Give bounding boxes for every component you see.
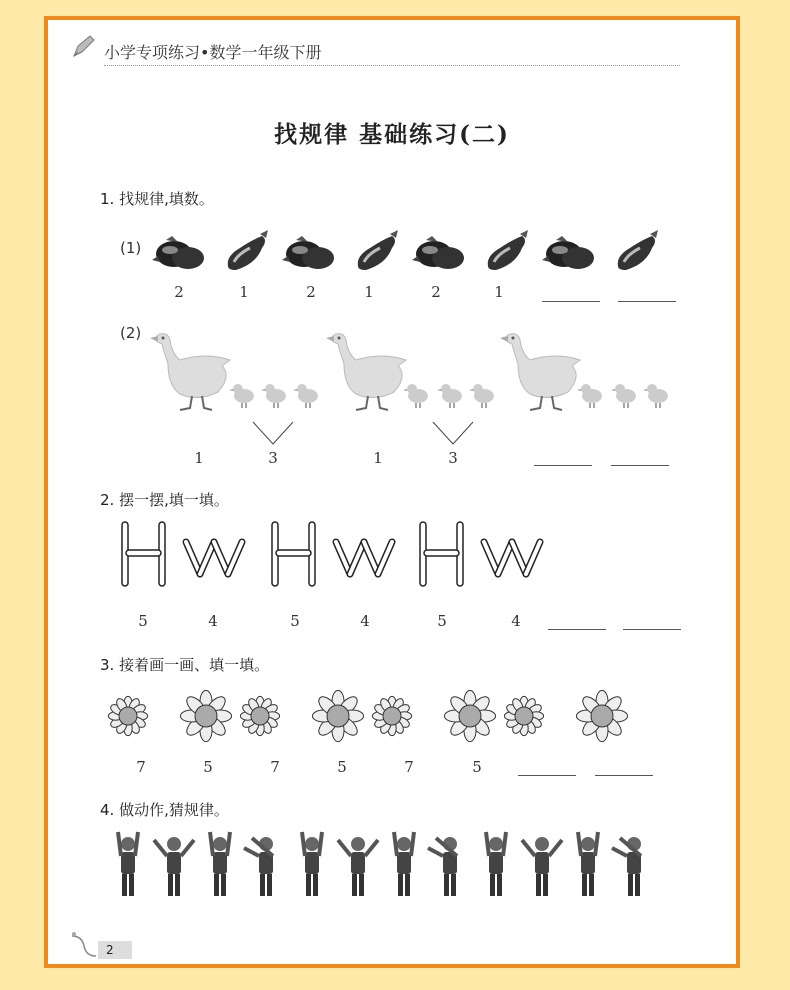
- matchstick-row: [108, 518, 558, 598]
- exercise-figure-icon: [210, 832, 230, 896]
- answer-number: 1: [364, 283, 374, 301]
- section-title: 找规律 基础练习(二): [274, 121, 510, 148]
- answer-number: 4: [511, 612, 521, 630]
- answer-number: 1: [373, 449, 383, 467]
- flower-icon: [576, 690, 627, 741]
- worksheet-page: [44, 16, 740, 968]
- answer-number: 1: [194, 449, 204, 467]
- exercise-figure-icon: [486, 832, 506, 896]
- answer-blank[interactable]: [611, 465, 669, 466]
- matchstick-w-shape: [336, 542, 392, 574]
- answer-number: 7: [270, 758, 280, 776]
- flower-icon: [504, 696, 543, 735]
- answer-number: 7: [404, 758, 414, 776]
- answer-number: 1: [239, 283, 249, 301]
- exercise-figures-row: [114, 828, 674, 908]
- answer-number: 5: [337, 758, 347, 776]
- matchstick-w-shape: [484, 542, 540, 574]
- answer-number: 5: [138, 612, 148, 630]
- question-4-title: 4. 做动作,猜规律。: [100, 801, 229, 819]
- swirl-icon: [68, 930, 98, 960]
- answer-number: 5: [290, 612, 300, 630]
- flower-icon: [180, 690, 231, 741]
- part-2-label: (2): [120, 324, 142, 342]
- page-number: 2: [98, 941, 132, 959]
- exercise-figure-icon: [154, 837, 194, 896]
- exercise-figure-icon: [578, 832, 598, 896]
- exercise-figure-icon: [118, 832, 138, 896]
- question-1-title: 1. 找规律,填数。: [100, 190, 214, 208]
- answer-number: 5: [437, 612, 447, 630]
- flower-icon: [312, 690, 363, 741]
- answer-blank[interactable]: [595, 775, 653, 776]
- answer-blank[interactable]: [518, 775, 576, 776]
- exercise-figure-icon: [244, 837, 273, 896]
- flower-icon: [372, 696, 411, 735]
- answer-number: 4: [360, 612, 370, 630]
- answer-number: 2: [431, 283, 441, 301]
- answer-blank[interactable]: [623, 629, 681, 630]
- answer-number: 5: [203, 758, 213, 776]
- exercise-figure-icon: [302, 832, 322, 896]
- exercise-figure-icon: [394, 832, 414, 896]
- flower-icon: [444, 690, 495, 741]
- matchstick-h-shape: [272, 522, 315, 586]
- flower-icon: [240, 696, 279, 735]
- matchstick-h-shape: [122, 522, 165, 586]
- answer-number: 1: [494, 283, 504, 301]
- book-title: 小学专项练习•数学一年级下册: [104, 43, 322, 62]
- question-3-title: 3. 接着画一画、填一填。: [100, 656, 270, 674]
- question-2-title: 2. 摆一摆,填一填。: [100, 491, 229, 509]
- answer-number: 3: [268, 449, 278, 467]
- matchstick-w-shape: [186, 542, 242, 574]
- answer-number: 4: [208, 612, 218, 630]
- exercise-figure-icon: [338, 837, 378, 896]
- part-1-label: (1): [120, 239, 142, 257]
- flower-icon: [108, 696, 147, 735]
- matchstick-h-shape: [420, 522, 463, 586]
- answer-number: 2: [174, 283, 184, 301]
- answer-number: 2: [306, 283, 316, 301]
- answer-number: 7: [136, 758, 146, 776]
- exercise-figure-icon: [612, 837, 641, 896]
- grouping-brackets: [48, 20, 744, 480]
- answer-blank[interactable]: [548, 629, 606, 630]
- exercise-figure-icon: [522, 837, 562, 896]
- answer-blank[interactable]: [534, 465, 592, 466]
- answer-number: 3: [448, 449, 458, 467]
- flower-row: [108, 684, 648, 748]
- exercise-figure-icon: [428, 837, 457, 896]
- answer-number: 5: [472, 758, 482, 776]
